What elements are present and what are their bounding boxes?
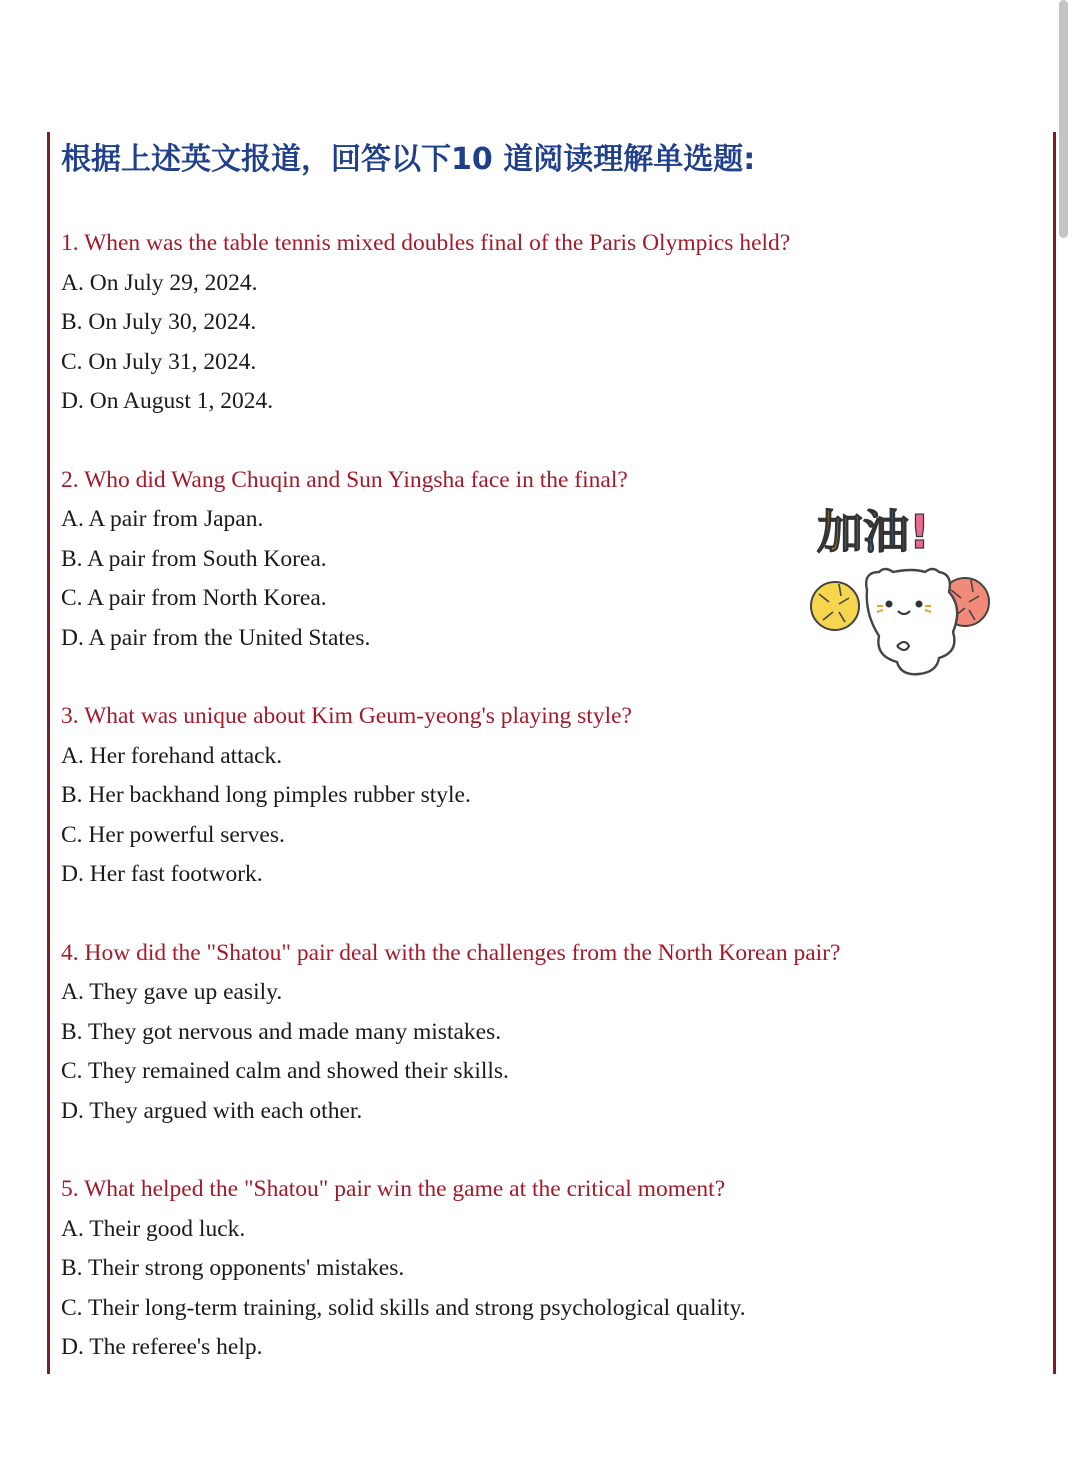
option-c: C. Their long-term training, solid skills and strong psychological quality. <box>61 1294 746 1321</box>
question-text: 3. What was unique about Kim Geum-yeong's playing style? <box>61 703 632 729</box>
option-b: B. They got nervous and made many mistakes. <box>61 1018 502 1045</box>
cheer-bear-sticker <box>805 498 995 688</box>
option-d: D. A pair from the United States. <box>61 624 371 651</box>
question-sheet <box>47 132 1056 1374</box>
pom-pom-left-icon <box>811 582 859 630</box>
sticker-caption-glyph: 加 <box>817 505 863 559</box>
option-d: D. On August 1, 2024. <box>61 388 274 414</box>
question-4 <box>61 934 1051 1132</box>
question-1 <box>61 224 1051 422</box>
option-c: C. A pair from North Korea. <box>61 585 327 611</box>
question-list <box>61 224 1051 1407</box>
question-5 <box>61 1170 1051 1368</box>
scrollbar-thumb[interactable] <box>1059 0 1068 238</box>
question-text: 4. How did the "Shatou" pair deal with the challenges from the North Korean pair? <box>61 939 841 966</box>
option-a: A. Her forehand attack. <box>61 742 283 769</box>
sticker-caption-glyph: 油 <box>863 505 909 559</box>
option-b: B. On July 30, 2024. <box>61 309 257 335</box>
option-b: B. Her backhand long pimples rubber style. <box>61 782 471 808</box>
sticker-caption <box>817 505 930 559</box>
bear-icon <box>866 569 957 674</box>
option-a: A. On July 29, 2024. <box>61 269 258 296</box>
question-text: 2. Who did Wang Chuqin and Sun Yingsha face in the final? <box>61 466 628 493</box>
option-d: D. Her fast footwork. <box>61 861 263 887</box>
option-d: D. They argued with each other. <box>61 1097 363 1124</box>
question-text: 1. When was the table tennis mixed doubles final of the Paris Olympics held? <box>61 230 791 256</box>
option-c: C. They remained calm and showed their skills. <box>61 1058 509 1084</box>
sticker-caption-glyph: ! <box>909 505 930 559</box>
question-3 <box>61 697 1051 895</box>
option-c: C. On July 31, 2024. <box>61 348 257 375</box>
option-a: A. They gave up easily. <box>61 979 283 1005</box>
option-c: C. Her powerful serves. <box>61 821 285 848</box>
sheet-heading: 根据上述英文报道，回答以下10 道阅读理解单选题: <box>61 142 756 177</box>
question-text: 5. What helped the "Shatou" pair win the game at the critical moment? <box>61 1176 726 1202</box>
option-a: A. Their good luck. <box>61 1215 246 1242</box>
option-b: B. Their strong opponents' mistakes. <box>61 1255 405 1281</box>
option-a: A. A pair from Japan. <box>61 506 264 532</box>
option-d: D. The referee's help. <box>61 1334 263 1360</box>
option-b: B. A pair from South Korea. <box>61 545 327 572</box>
